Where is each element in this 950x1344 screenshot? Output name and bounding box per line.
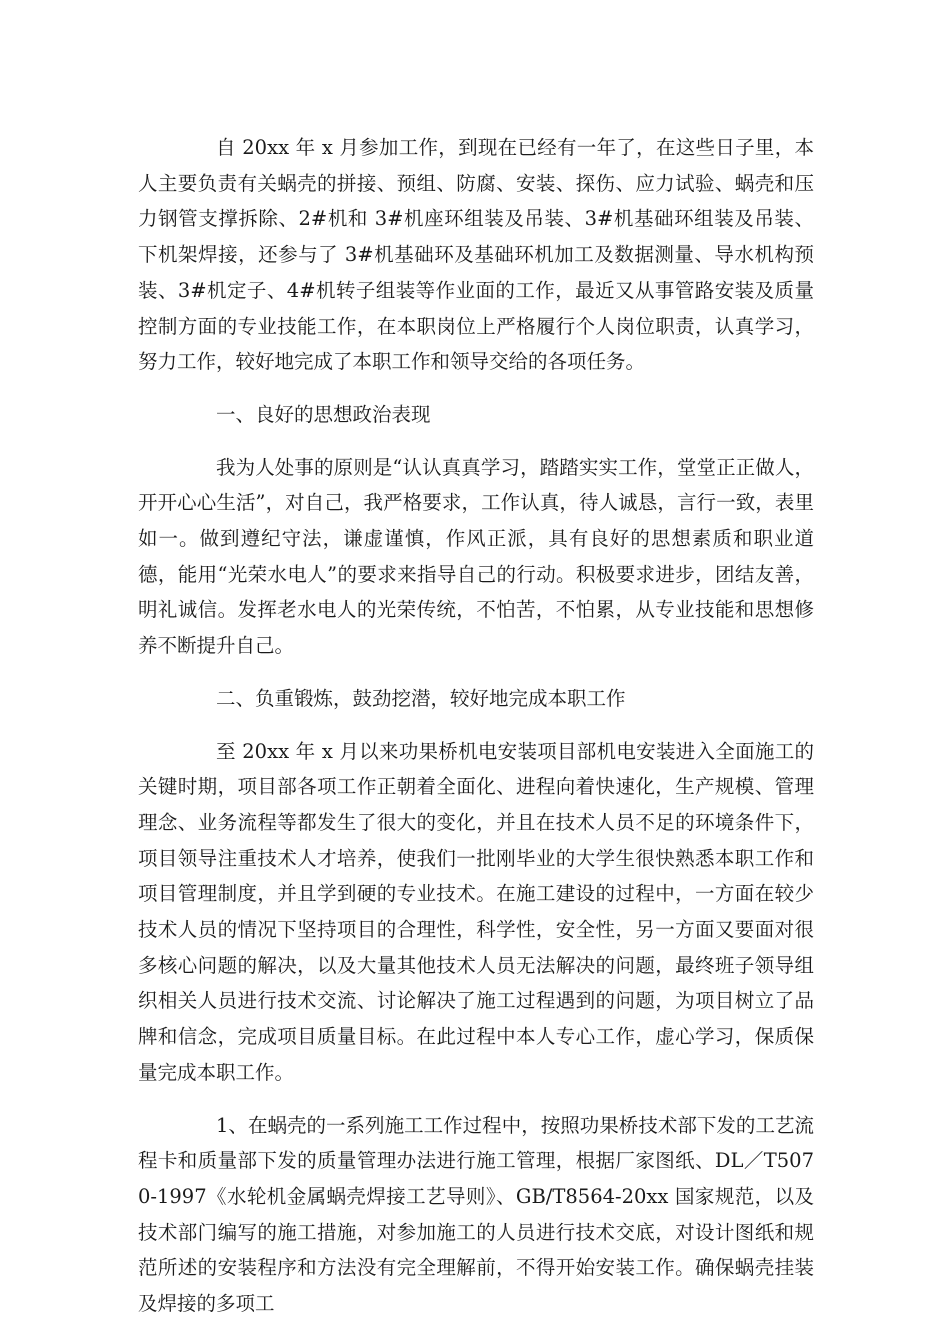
item-1-paragraph: 1、在蜗壳的一系列施工工作过程中，按照功果桥技术部下发的工艺流程卡和质量部下发的质量管理办法进行施工管理，根据厂家图纸、DL／T5070-1997《水轮机金属蜗壳焊接工艺导则》、GB/T8564-20xx 国家规范，以及技术部门编写的施工措施，对参加施工的人员进行技术交底，对设计图纸和规范所述的安装程序和方法没有完全理解前，不得开始安装工作。确保蜗壳挂装及焊接的多项工: [138, 1113, 814, 1316]
intro-paragraph: 自 20xx 年 x 月参加工作，到现在已经有一年了，在这些日子里，本人主要负责有关蜗壳的拼接、预组、防腐、安装、探伤、应力试验、蜗壳和压力钢管支撑拆除、2#机和 3#机座环组装及吊装、3#机基础环组装及吊装、下机架焊接，还参与了 3#机基础环及基础环机加工及数据测量、导水机构预装、3#机定子、4#机转子组装等作业面的工作，最近又从事管路安装及质量控制方面的专业技能工作，在本职岗位上严格履行个人岗位职责，认真学习，努力工作，较好地完成了本职工作和领导交给的各项任务。: [138, 136, 814, 374]
section-1-paragraph: 我为人处事的原则是“认认真真学习，踏踏实实工作，堂堂正正做人，开开心心生活”，对自己，我严格要求，工作认真，待人诚恳，言行一致，表里如一。做到遵纪守法，谦虚谨慎，作风正派，具有良好的思想素质和职业道德，能用“光荣水电人”的要求来指导自己的行动。积极要求进步，团结友善，明礼诚信。发挥老水电人的光荣传统，不怕苦，不怕累，从专业技能和思想修养不断提升自己。: [138, 455, 814, 658]
section-heading-1: 一、良好的思想政治表现: [216, 402, 431, 426]
section-heading-2: 二、负重锻炼，鼓劲挖潜，较好地完成本职工作: [216, 686, 626, 710]
document-body: [138, 130, 814, 1339]
section-2-paragraph: 至 20xx 年 x 月以来功果桥机电安装项目部机电安装进入全面施工的关键时期，项目部各项工作正朝着全面化、进程向着快速化，生产规模、管理理念、业务流程等都发生了很大的变化，并且在技术人员不足的环境条件下，项目领导注重技术人才培养，使我们一批刚毕业的大学生很快熟悉本职工作和项目管理制度，并且学到硬的专业技术。在施工建设的过程中，一方面在较少技术人员的情况下坚持项目的合理性，科学性，安全性，另一方面又要面对很多核心问题的解决，以及大量其他技术人员无法解决的问题，最终班子领导组织相关人员进行技术交流、讨论解决了施工过程遇到的问题，为项目树立了品牌和信念，完成项目质量目标。在此过程中本人专心工作，虚心学习，保质保量完成本职工作。: [138, 739, 814, 1084]
